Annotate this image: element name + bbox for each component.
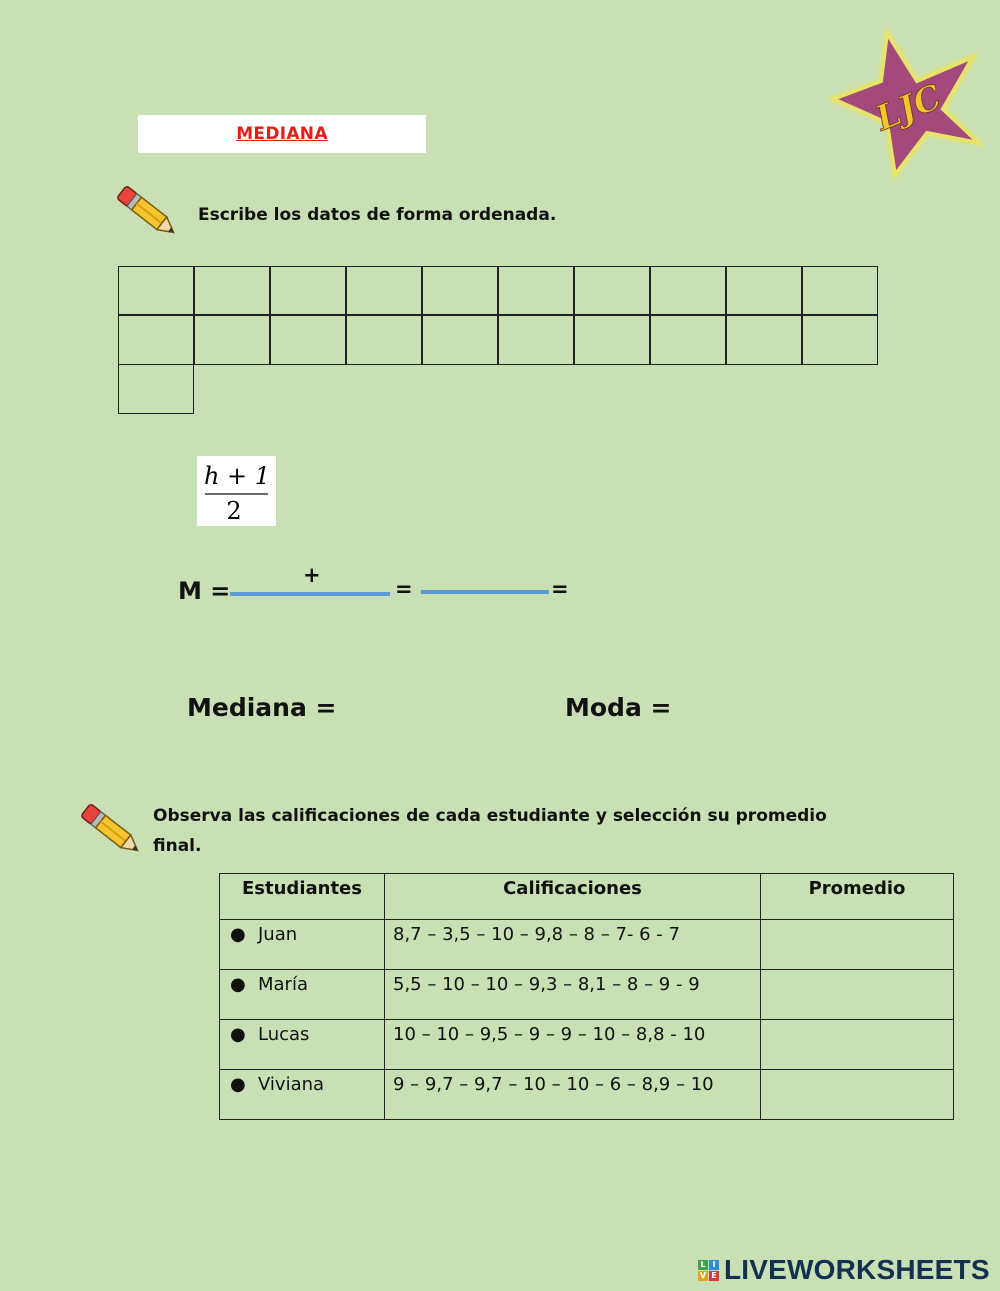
brand-tile-icon: L	[698, 1260, 708, 1270]
grades-table	[219, 873, 954, 1120]
title-box	[138, 115, 426, 153]
grid-cell[interactable]	[118, 364, 194, 414]
student-cell	[220, 1070, 385, 1120]
bullet-icon: ●	[230, 974, 246, 995]
student-name: Viviana	[258, 1074, 325, 1095]
grid-cell[interactable]	[194, 315, 270, 365]
student-name: María	[258, 974, 308, 995]
student-cell	[220, 970, 385, 1020]
grid-cell[interactable]	[422, 315, 498, 365]
instruction-promedio: Observa las calificaciones de cada estudiante y selección su promedio final.	[153, 806, 827, 856]
grid-cell[interactable]	[498, 315, 574, 365]
equals-sign-1: =	[395, 577, 413, 601]
formula-graphic	[197, 456, 276, 526]
brand-tile-icon: I	[709, 1260, 719, 1270]
grid-cell[interactable]	[802, 315, 878, 365]
grid-cell[interactable]	[118, 315, 194, 365]
grid-cell[interactable]	[650, 266, 726, 315]
plus-sign: +	[303, 563, 321, 587]
header-promedio: Promedio	[761, 874, 954, 920]
fraction-line-blank-2[interactable]	[421, 590, 549, 594]
grid-cell[interactable]	[346, 266, 422, 315]
grid-cell[interactable]	[498, 266, 574, 315]
grades-cell: 9 – 9,7 – 9,7 – 10 – 10 – 6 – 8,9 – 10	[385, 1070, 761, 1120]
average-input[interactable]	[761, 1070, 954, 1120]
grid-cell[interactable]	[270, 315, 346, 365]
page-title: MEDIANA	[236, 124, 328, 144]
grid-cell[interactable]	[422, 266, 498, 315]
m-equals-label: M =	[178, 577, 231, 605]
grid-cell[interactable]	[574, 315, 650, 365]
brand-text: LIVEWORKSHEETS	[724, 1254, 990, 1285]
bullet-icon: ●	[230, 924, 246, 945]
student-cell	[220, 920, 385, 970]
average-input[interactable]	[761, 1020, 954, 1070]
header-calificaciones: Calificaciones	[385, 874, 761, 920]
grid-cell[interactable]	[574, 266, 650, 315]
moda-label: Moda =	[565, 693, 672, 722]
grid-cell[interactable]	[194, 266, 270, 315]
formula-denominator: 2	[226, 497, 242, 525]
instruction-ordenar: Escribe los datos de forma ordenada.	[198, 205, 557, 225]
grid-cell[interactable]	[726, 266, 802, 315]
bullet-icon: ●	[230, 1024, 246, 1045]
grades-cell: 10 – 10 – 9,5 – 9 – 9 – 10 – 8,8 - 10	[385, 1020, 761, 1070]
student-cell	[220, 1020, 385, 1070]
student-name: Juan	[258, 924, 298, 945]
grid-cell[interactable]	[118, 266, 194, 315]
table-row	[220, 1070, 954, 1120]
table-row	[220, 970, 954, 1020]
pencil-icon	[76, 800, 146, 862]
table-row	[220, 920, 954, 970]
average-input[interactable]	[761, 970, 954, 1020]
grid-cell[interactable]	[802, 266, 878, 315]
fraction-line-blank-1[interactable]	[230, 592, 390, 596]
brand-tile-icon: E	[709, 1271, 719, 1281]
logo-text: LJC	[870, 76, 948, 140]
brand-tile-icon: V	[699, 1271, 707, 1280]
formula-numerator: h + 1	[203, 462, 271, 490]
average-input[interactable]	[761, 920, 954, 970]
grid-cell[interactable]	[650, 315, 726, 365]
table-header-row	[220, 874, 954, 920]
equals-sign-2: =	[551, 577, 569, 601]
mediana-label: Mediana =	[187, 693, 337, 722]
grades-cell: 8,7 – 3,5 – 10 – 9,8 – 8 – 7- 6 - 7	[385, 920, 761, 970]
pencil-icon	[112, 182, 182, 244]
header-estudiantes: Estudiantes	[220, 874, 385, 920]
table-row	[220, 1020, 954, 1070]
grid-cell[interactable]	[726, 315, 802, 365]
median-formula	[197, 456, 276, 526]
grid-cell[interactable]	[346, 315, 422, 365]
bullet-icon: ●	[230, 1074, 246, 1095]
student-name: Lucas	[258, 1024, 310, 1045]
star-logo-icon	[825, 25, 985, 185]
grades-cell: 5,5 – 10 – 10 – 9,3 – 8,1 – 8 – 9 - 9	[385, 970, 761, 1020]
grid-cell[interactable]	[270, 266, 346, 315]
